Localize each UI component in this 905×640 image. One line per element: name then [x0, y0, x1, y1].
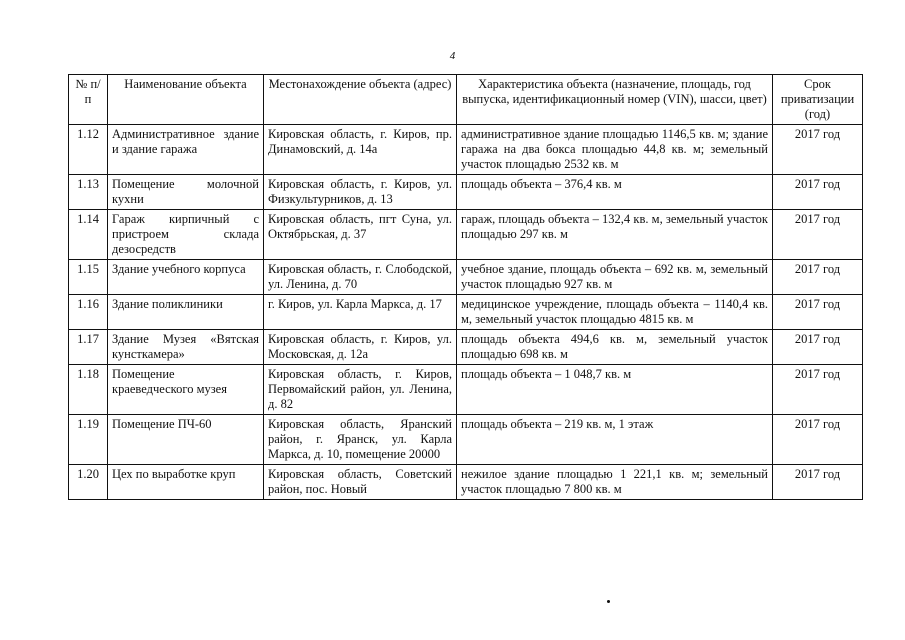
table-row [69, 465, 863, 500]
table-row [69, 365, 863, 415]
table-header-row [69, 75, 863, 125]
object-description: площадь объекта – 1 048,7 кв. м [457, 365, 773, 415]
row-number: 1.19 [69, 415, 108, 465]
row-number: 1.16 [69, 295, 108, 330]
object-description: медицинское учреждение, площадь объекта – 1140,4 кв. м, земельный участок площадью 4815 кв. м [457, 295, 773, 330]
row-number: 1.12 [69, 125, 108, 175]
object-name: Помещение молочной кухни [108, 175, 264, 210]
object-name: Здание учебного корпуса [108, 260, 264, 295]
object-description: площадь объекта 494,6 кв. м, земельный участок площадью 698 кв. м [457, 330, 773, 365]
object-name: Помещение краеведческого музея [108, 365, 264, 415]
object-description: площадь объекта – 376,4 кв. м [457, 175, 773, 210]
privatization-year: 2017 год [773, 465, 863, 500]
row-number: 1.13 [69, 175, 108, 210]
table-row [69, 210, 863, 260]
row-number: 1.15 [69, 260, 108, 295]
object-description: учебное здание, площадь объекта – 692 кв. м, земельный участок площадью 927 кв. м [457, 260, 773, 295]
header-num: № п/п [69, 75, 108, 125]
table-row [69, 125, 863, 175]
privatization-year: 2017 год [773, 125, 863, 175]
object-description: административное здание площадью 1146,5 кв. м; здание гаража на два бокса площадью 44,8 кв. м; земельный участок площадью 2532 кв. м [457, 125, 773, 175]
privatization-year: 2017 год [773, 330, 863, 365]
object-location: Кировская область, Советский район, пос. Новый [264, 465, 457, 500]
row-number: 1.14 [69, 210, 108, 260]
privatization-year: 2017 год [773, 210, 863, 260]
table-row [69, 175, 863, 210]
object-location: Кировская область, г. Киров, Первомайский район, ул. Ленина, д. 82 [264, 365, 457, 415]
object-location: Кировская область, г. Киров, ул. Физкультурников, д. 13 [264, 175, 457, 210]
header-year: Срок приватизации (год) [773, 75, 863, 125]
privatization-year: 2017 год [773, 260, 863, 295]
header-name: Наименование объекта [108, 75, 264, 125]
table-row [69, 330, 863, 365]
privatization-year: 2017 год [773, 295, 863, 330]
table-row [69, 295, 863, 330]
page-number: 4 [449, 50, 456, 62]
object-name: Помещение ПЧ-60 [108, 415, 264, 465]
object-location: Кировская область, г. Слободской, ул. Ленина, д. 70 [264, 260, 457, 295]
object-location: Кировская область, пгт Суна, ул. Октябрьская, д. 37 [264, 210, 457, 260]
object-name: Цех по выработке круп [108, 465, 264, 500]
object-name: Административное здание и здание гаража [108, 125, 264, 175]
row-number: 1.20 [69, 465, 108, 500]
object-location: Кировская область, г. Киров, ул. Московская, д. 12а [264, 330, 457, 365]
table-row [69, 260, 863, 295]
privatization-table [68, 74, 863, 500]
object-description: нежилое здание площадью 1 221,1 кв. м; земельный участок площадью 7 800 кв. м [457, 465, 773, 500]
object-name: Здание Музея «Вятская кунсткамера» [108, 330, 264, 365]
privatization-year: 2017 год [773, 415, 863, 465]
privatization-year: 2017 год [773, 365, 863, 415]
object-name: Гараж кирпичный с пристроем склада дезосредств [108, 210, 264, 260]
header-location: Местонахождение объекта (адрес) [264, 75, 457, 125]
header-description: Характеристика объекта (назначение, площадь, год выпуска, идентификационный номер (VIN), шасси, цвет) [457, 75, 773, 125]
object-location: Кировская область, Яранский район, г. Яранск, ул. Карла Маркса, д. 10, помещение 20000 [264, 415, 457, 465]
object-description: площадь объекта – 219 кв. м, 1 этаж [457, 415, 773, 465]
privatization-year: 2017 год [773, 175, 863, 210]
object-description: гараж, площадь объекта – 132,4 кв. м, земельный участок площадью 297 кв. м [457, 210, 773, 260]
object-location: Кировская область, г. Киров, пр. Динамовский, д. 14а [264, 125, 457, 175]
object-location: г. Киров, ул. Карла Маркса, д. 17 [264, 295, 457, 330]
object-name: Здание поликлиники [108, 295, 264, 330]
table-row [69, 415, 863, 465]
row-number: 1.18 [69, 365, 108, 415]
scan-dot [607, 600, 610, 603]
row-number: 1.17 [69, 330, 108, 365]
